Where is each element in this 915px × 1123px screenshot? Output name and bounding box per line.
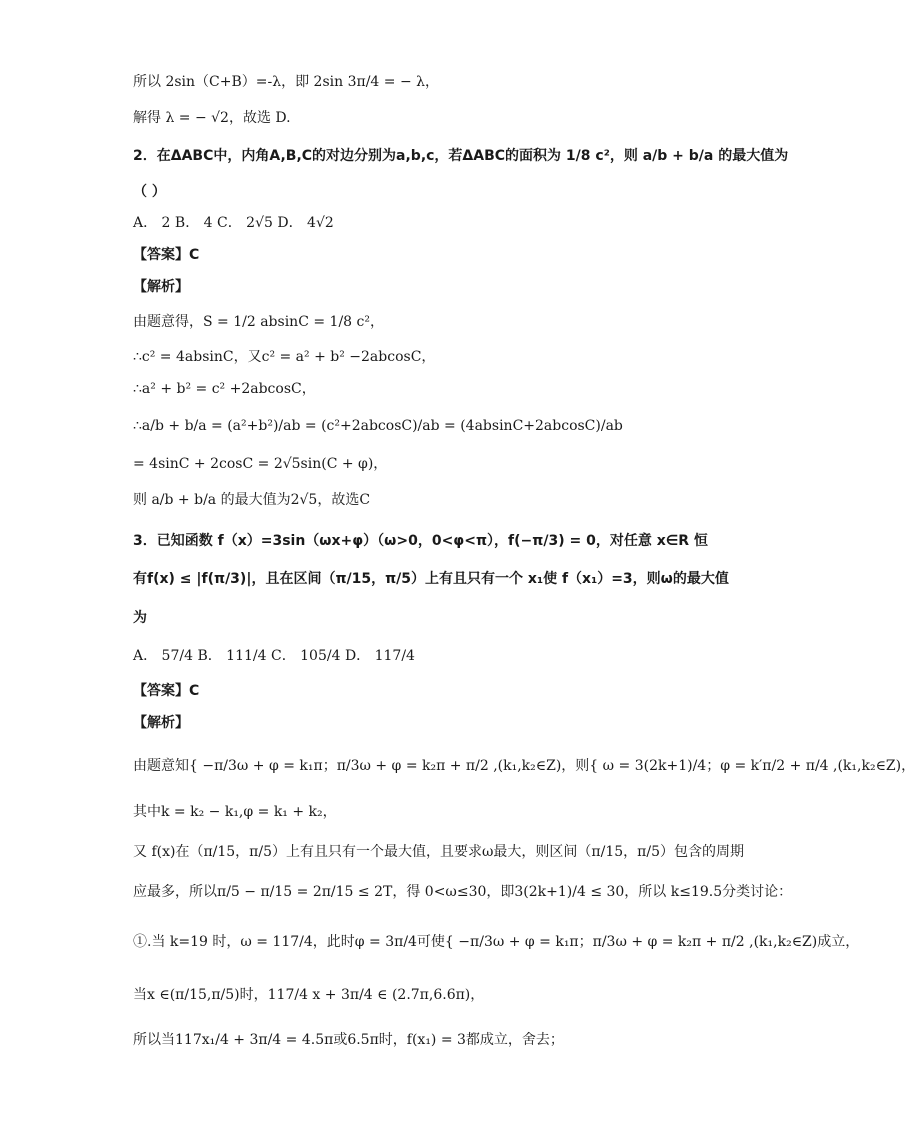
- text-line: ∴a/b + b/a = (a²+b²)/ab = (c²+2abcosC)/ab = (4absinC+2abcosC)/ab: [133, 418, 623, 434]
- text-line: 由题意知{ −π/3ω + φ = k₁π；π/3ω + φ = k₂π + π/2 ,(k₁,k₂∈Z)，则{ ω = 3(2k+1)/4；φ = k′π/2 + π/4 ,(k₁,k₂∈Z)，: [133, 758, 915, 774]
- text-line: 则 a/b + b/a 的最大值为2√5，故选C: [133, 492, 371, 508]
- text-line: 所以 2sin（C+B）=-λ，即 2sin 3π/4 = − λ，: [133, 74, 440, 90]
- text-line: 【答案】C: [133, 247, 200, 263]
- text-line: 【解析】: [133, 715, 189, 731]
- text-line: 有f(x) ≤ |f(π/3)|，且在区间（π/15，π/5）上有且只有一个 x₁使 f（x₁）=3，则ω的最大值: [133, 571, 729, 587]
- text-line: 2．在ΔABC中，内角A,B,C的对边分别为a,b,c，若ΔABC的面积为 1/8 c²，则 a/b + b/a 的最大值为: [133, 148, 789, 164]
- text-line: （ ）: [133, 184, 166, 200]
- text-line: = 4sinC + 2cosC = 2√5sin(C + φ)，: [133, 456, 388, 472]
- text-line: ∴a² + b² = c² +2abcosC，: [133, 381, 316, 397]
- text-line: ∴c² = 4absinC，又c² = a² + b² −2abcosC，: [133, 349, 436, 365]
- text-line: 当x ∈(π/15,π/5)时，117/4 x + 3π/4 ∈ (2.7π,6.6π)，: [133, 987, 485, 1003]
- text-line: ①.当 k=19 时，ω = 117/4，此时φ = 3π/4可使{ −π/3ω + φ = k₁π；π/3ω + φ = k₂π + π/2 ,(k₁,k₂∈Z)成立，: [133, 934, 860, 950]
- text-line: 应最多，所以π/5 − π/15 = 2π/15 ≤ 2T，得 0<ω≤30，即3(2k+1)/4 ≤ 30，所以 k≤19.5分类讨论：: [133, 884, 793, 900]
- text-line: 解得 λ = − √2，故选 D.: [133, 110, 291, 126]
- text-line: 为: [133, 610, 147, 626]
- text-line: 3．已知函数 f（x）=3sin（ωx+φ）（ω>0，0<φ<π），f(−π/3) = 0，对任意 x∈R 恒: [133, 533, 708, 549]
- text-line: A． 57/4 B． 111/4 C． 105/4 D． 117/4: [133, 648, 415, 664]
- text-line: 又 f(x)在（π/15，π/5）上有且只有一个最大值，且要求ω最大，则区间（π/15，π/5）包含的周期: [133, 844, 744, 860]
- text-line: 【答案】C: [133, 683, 200, 699]
- text-line: 其中k = k₂ − k₁,φ = k₁ + k₂，: [133, 804, 337, 820]
- text-line: 【解析】: [133, 279, 189, 295]
- text-line: A． 2 B． 4 C． 2√5 D． 4√2: [133, 215, 334, 231]
- text-line: 由题意得，S = 1/2 absinC = 1/8 c²，: [133, 314, 384, 330]
- text-line: 所以当117x₁/4 + 3π/4 = 4.5π或6.5π时，f(x₁) = 3都成立，舍去；: [133, 1032, 564, 1048]
